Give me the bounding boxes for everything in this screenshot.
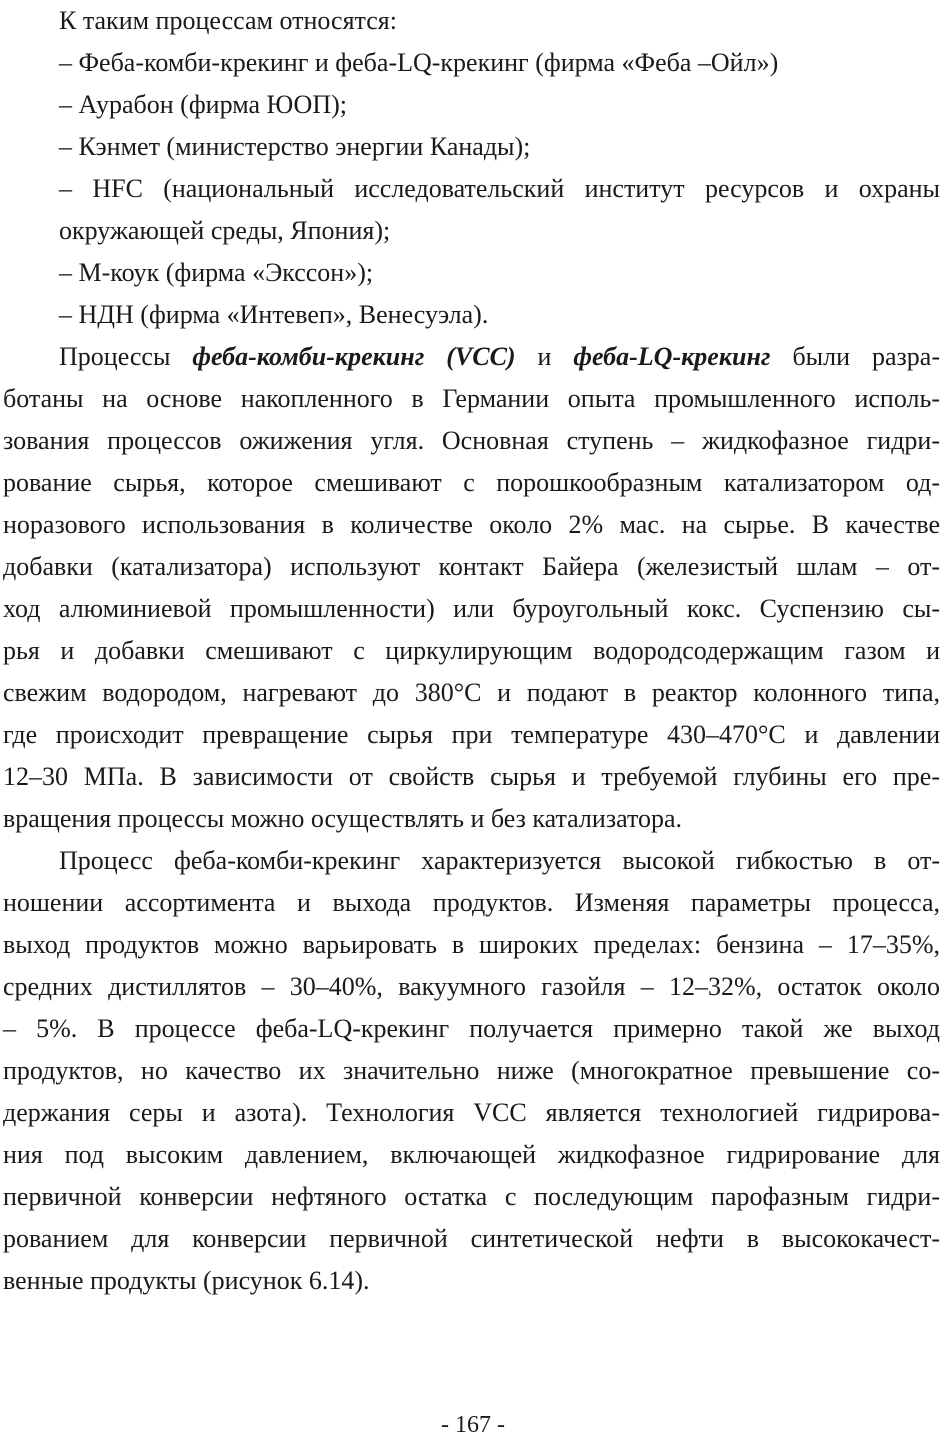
text-run: и: [515, 342, 574, 371]
emphasis-term-lq: феба-LQ-крекинг: [573, 342, 771, 371]
paragraph-2-line: держания серы и азота). Технология VCC является технологией гидрирова-: [3, 1098, 940, 1127]
paragraph-2-line: ния под высоким давлением, включающей жидкофазное гидрирование для: [3, 1140, 940, 1169]
paragraph-1-line: где происходит превращение сырья при температуре 430–470°С и давлении: [3, 720, 940, 749]
emphasis-term-vcc: феба-комби-крекинг (VCC): [192, 342, 516, 371]
paragraph-1-line: свежим водородом, нагревают до 380°С и подают в реактор колонного типа,: [3, 678, 940, 707]
paragraph-1-line: зования процессов ожижения угля. Основная ступень – жидкофазное гидри-: [3, 426, 940, 455]
paragraph-1-line: рование сырья, которое смешивают с порошкообразным катализатором од-: [3, 468, 940, 497]
list-intro: К таким процессам относятся:: [59, 6, 397, 35]
text-run: Процессы: [59, 342, 193, 371]
paragraph-2-line: продуктов, но качество их значительно ниже (многократное превышение со-: [3, 1056, 940, 1085]
paragraph-2-line: ношении ассортимента и выхода продуктов. Изменяя параметры процесса,: [3, 888, 940, 917]
list-item: – Феба-комби-крекинг и феба-LQ-крекинг (фирма «Феба –Ойл»): [59, 48, 779, 77]
paragraph-1-line: ход алюминиевой промышленности) или буроугольный кокс. Суспензию сы-: [3, 594, 940, 623]
paragraph-1-line: норазового использования в количестве около 2% мас. на сырье. В качестве: [3, 510, 940, 539]
paragraph-1-line: 12–30 МПа. В зависимости от свойств сырья и требуемой глубины его пре-: [3, 762, 940, 791]
list-item: – HFC (национальный исследовательский институт ресурсов и охраны: [59, 174, 940, 203]
paragraph-1-line: рья и добавки смешивают с циркулирующим водородсодержащим газом и: [3, 636, 940, 665]
paragraph-2-line: первичной конверсии нефтяного остатка с последующим парофазным гидри-: [3, 1182, 940, 1211]
paragraph-2-line: выход продуктов можно варьировать в широких пределах: бензина – 17–35%,: [3, 930, 940, 959]
text-run: были разра-: [770, 342, 940, 371]
paragraph-1-line: добавки (катализатора) используют контакт Байера (железистый шлам – от-: [3, 552, 940, 581]
paragraph-1-line: вращения процессы можно осуществлять и без катализатора.: [3, 804, 683, 833]
list-item: – М-коук (фирма «Экссон»);: [59, 258, 374, 287]
list-item: – Кэнмет (министерство энергии Канады);: [59, 132, 531, 161]
paragraph-1-line: ботаны на основе накопленного в Германии опыта промышленного исполь-: [3, 384, 940, 413]
list-item: – Аурабон (фирма ЮОП);: [59, 90, 347, 119]
paragraph-2-line: – 5%. В процессе феба-LQ-крекинг получается примерно такой же выход: [3, 1014, 940, 1043]
paragraph-2-line: рованием для конверсии первичной синтетической нефти в высококачест-: [3, 1224, 940, 1253]
paragraph-2-line: средних дистиллятов – 30–40%, вакуумного газойля – 12–32%, остаток около: [3, 972, 940, 1001]
paragraph-2-line: венные продукты (рисунок 6.14).: [3, 1266, 370, 1295]
list-item-continuation: окружающей среды, Япония);: [59, 216, 391, 245]
paragraph-2-line: Процесс феба-комби-крекинг характеризуется высокой гибкостью в от-: [59, 846, 940, 875]
list-item: – НДН (фирма «Интевеп», Венесуэла).: [59, 300, 489, 329]
paragraph-1-first-line: [59, 336, 940, 378]
page-number: - 167 -: [441, 1412, 505, 1438]
